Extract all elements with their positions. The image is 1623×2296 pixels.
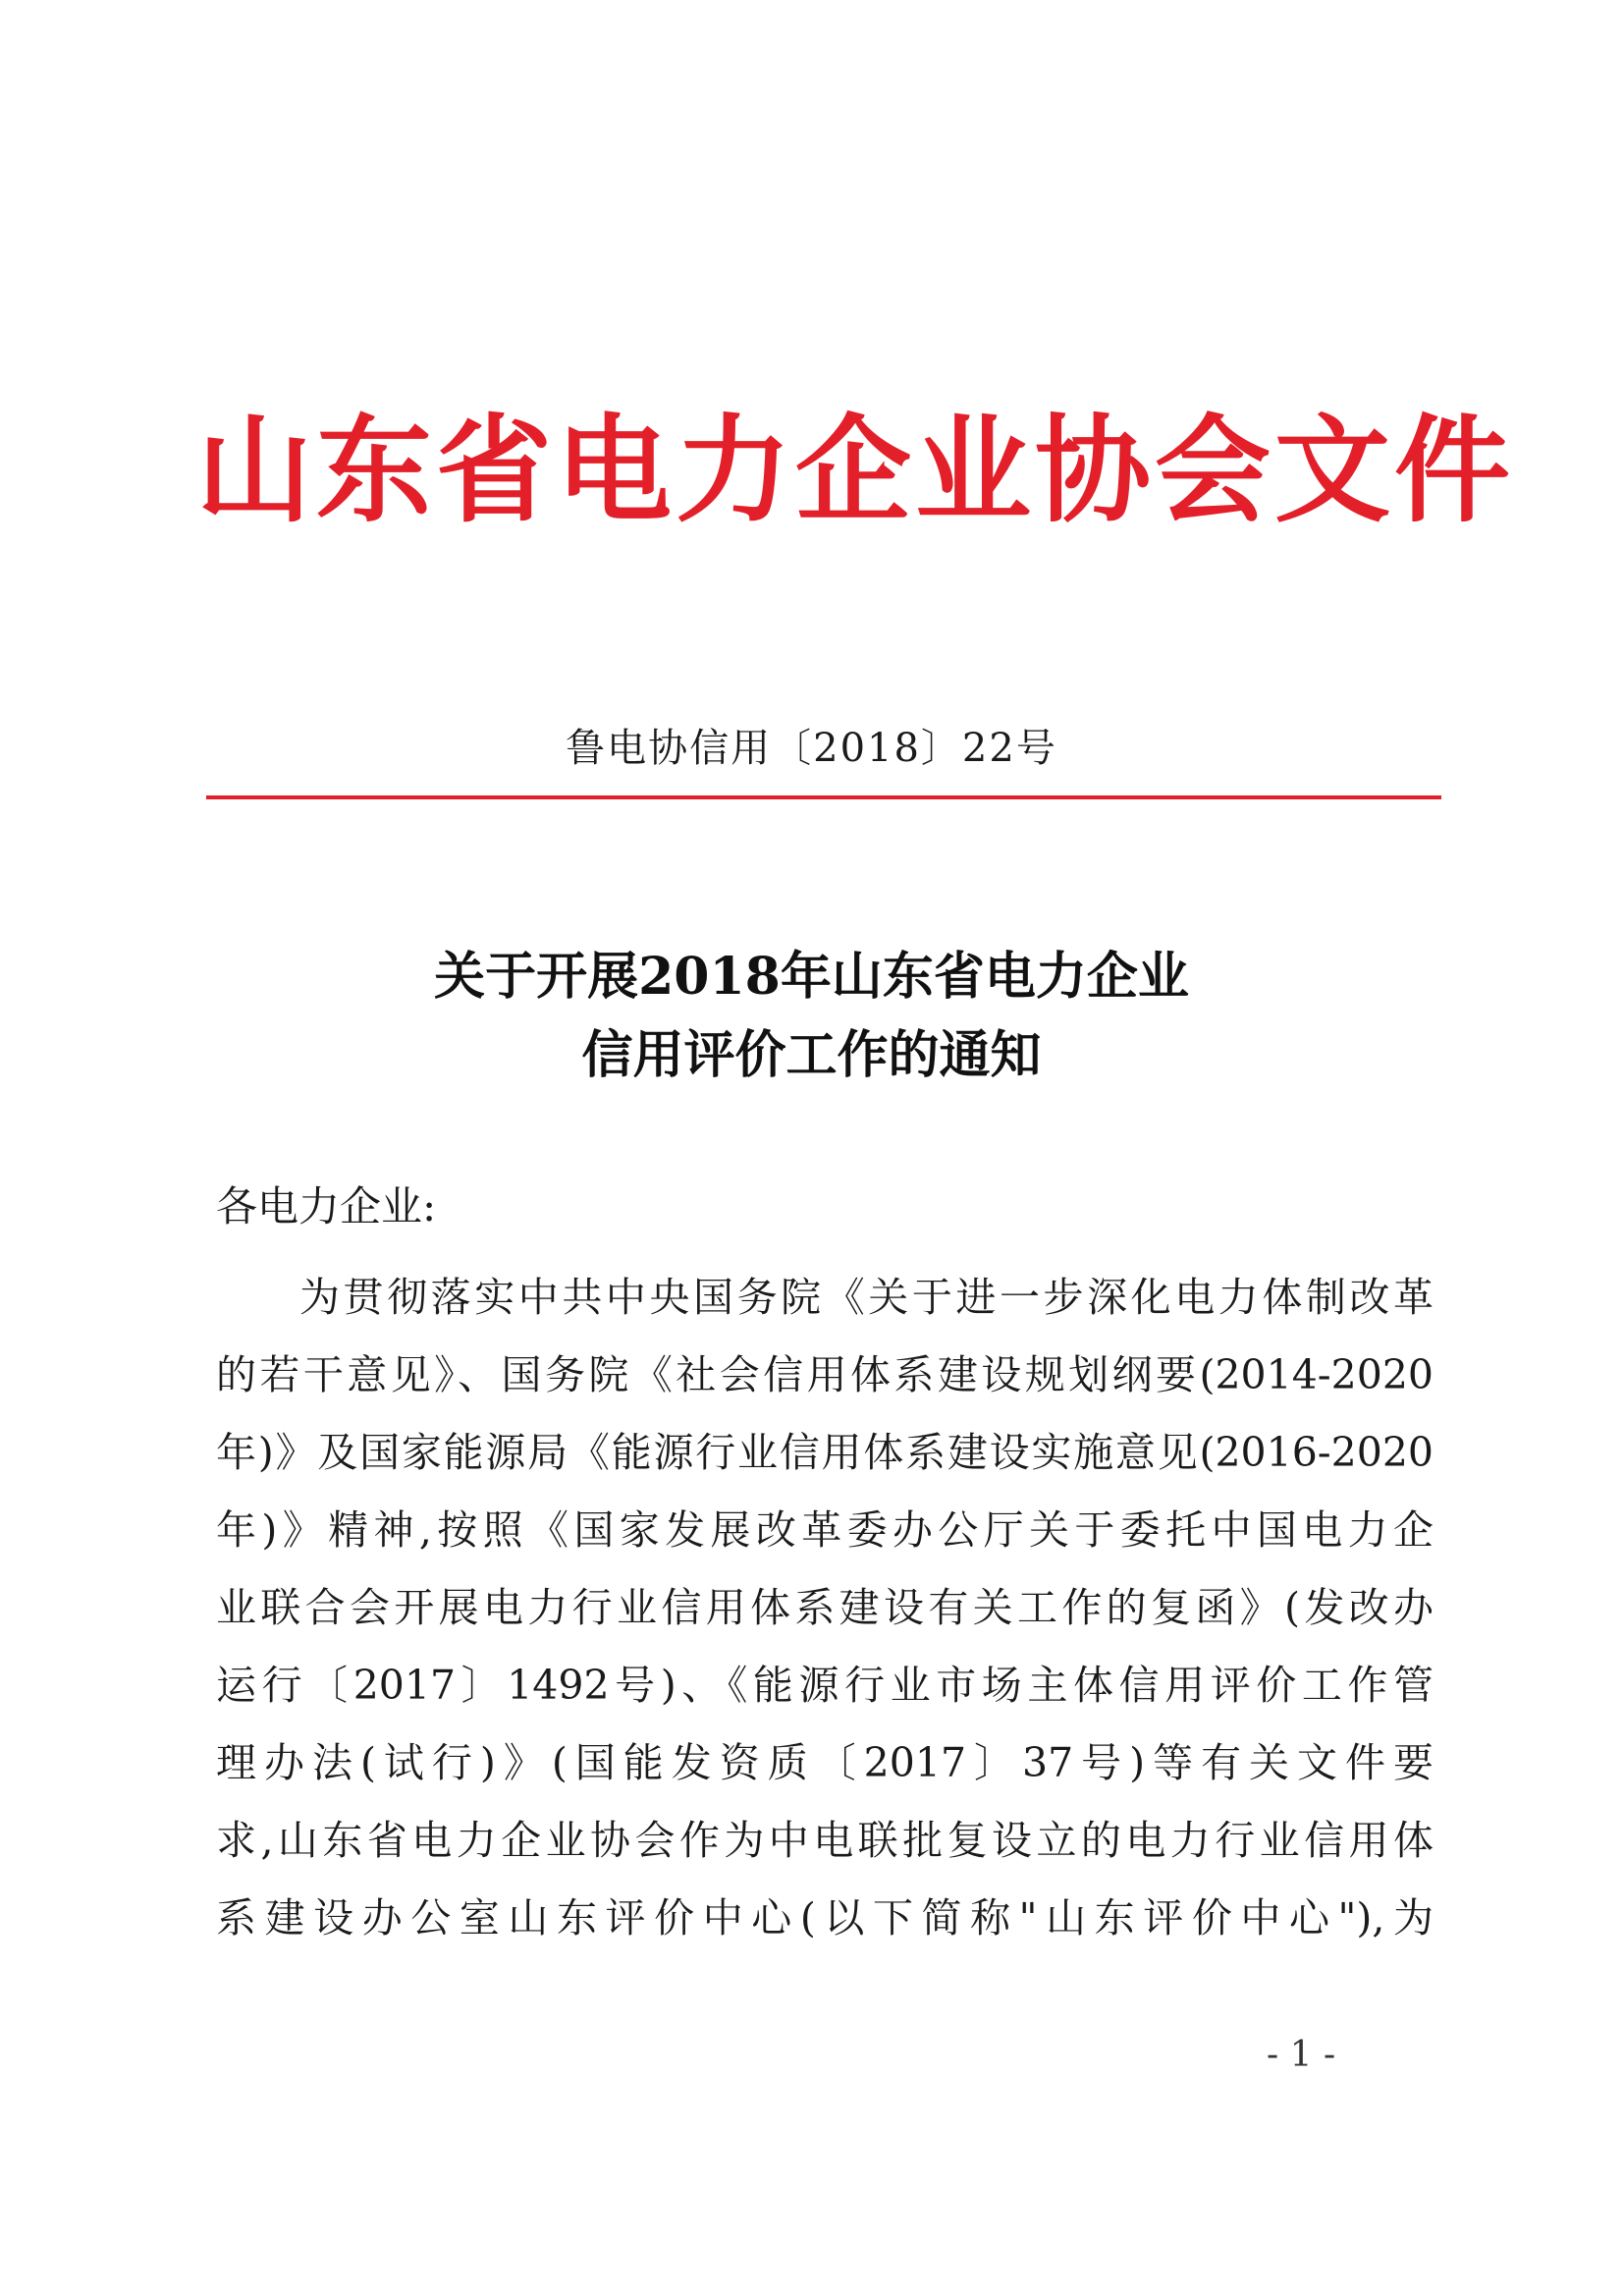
body-line: 理办法(试行)》(国能发资质〔2017〕37号)等有关文件要 — [216, 1739, 1434, 1786]
body-line: 运行〔2017〕1492号)、《能源行业市场主体信用评价工作管 — [216, 1662, 1434, 1709]
body-line: 年)》精神,按照《国家发展改革委办公厅关于委托中国电力企 — [216, 1506, 1434, 1554]
document-number: 鲁电协信用〔2018〕22号 — [566, 726, 1057, 771]
notice-title — [0, 938, 1623, 1095]
page-number: - 1 - — [1267, 2035, 1336, 2075]
red-divider-rule — [206, 795, 1441, 799]
body-line: 年)》及国家能源局《能源行业信用体系建设实施意见(2016-2020 — [216, 1429, 1434, 1476]
body-line: 的若干意见》、国务院《社会信用体系建设规划纲要(2014-2020 — [216, 1351, 1434, 1398]
masthead-title: 山东省电力企业协会文件 — [196, 402, 1515, 538]
body-line: 求,山东省电力企业协会作为中电联批复设立的电力行业信用体 — [216, 1817, 1434, 1864]
body-text — [216, 1259, 1434, 1957]
notice-title-line-2: 信用评价工作的通知 — [581, 1025, 1042, 1085]
notice-title-line-1: 关于开展2018年山东省电力企业 — [434, 947, 1189, 1007]
body-line: 系建设办公室山东评价中心(以下简称"山东评价中心"),为 — [216, 1894, 1434, 1941]
body-line: 业联合会开展电力行业信用体系建设有关工作的复函》(发改办 — [216, 1584, 1434, 1631]
body-line: 为贯彻落实中共中央国务院《关于进一步深化电力体制改革 — [299, 1274, 1434, 1321]
salutation: 各电力企业: — [216, 1182, 437, 1230]
